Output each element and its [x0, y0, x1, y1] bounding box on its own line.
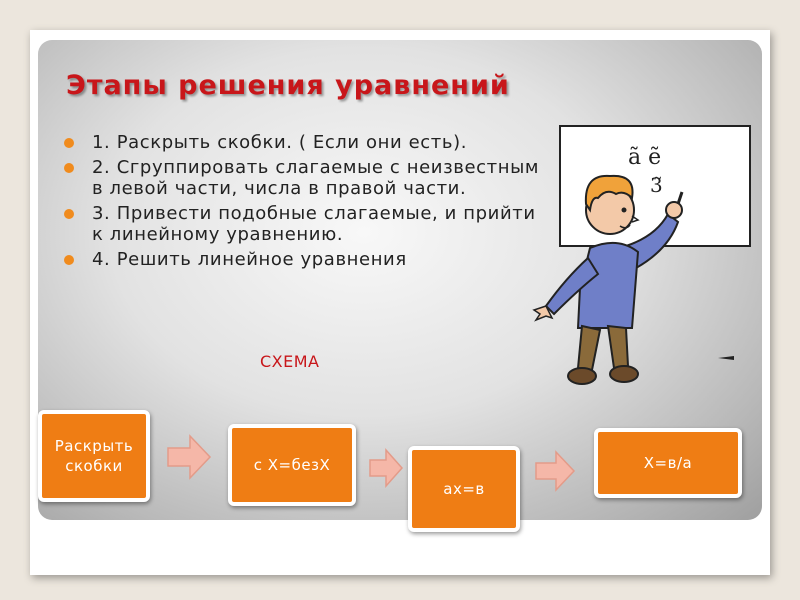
arrow-right-icon — [368, 448, 404, 488]
step-text: 1. Раскрыть скобки. ( Если они есть). — [92, 132, 468, 153]
bullet-icon — [64, 163, 74, 173]
bullet-icon — [64, 255, 74, 265]
step-item — [62, 132, 542, 153]
steps-list — [62, 132, 542, 274]
boy-writing-on-board-icon — [528, 118, 758, 403]
flow-box-group-terms — [228, 424, 356, 506]
flow-box-label: Раскрыть скобки — [54, 437, 134, 475]
step-text: 2. Сгруппировать слагаемые с неизвестным в левой части, числа в правой части. — [92, 157, 540, 199]
flow-box-solution — [594, 428, 742, 498]
step-item — [62, 157, 542, 199]
step-text: 4. Решить линейное уравнения — [92, 249, 407, 270]
arrow-right-icon — [534, 450, 576, 492]
step-item — [62, 249, 542, 270]
board-text-line-1: ã ẽ — [628, 145, 662, 170]
step-item — [62, 203, 542, 245]
step-text: 3. Привести подобные слагаемые, и прийти к линейному уравнению. — [92, 203, 536, 245]
flow-box-linear-equation — [408, 446, 520, 532]
bullet-icon — [64, 209, 74, 219]
board-text-line-2: 3̃ — [650, 173, 663, 197]
slide-title: Этапы решения уравнений — [66, 70, 510, 101]
flow-box-label: Х=в/а — [643, 454, 693, 472]
arrow-right-icon — [166, 434, 212, 480]
bullet-icon — [64, 138, 74, 148]
flow-box-label: с Х=безХ — [253, 456, 331, 474]
flow-box-label: ах=в — [443, 480, 485, 498]
scheme-label: СХЕМА — [260, 352, 320, 371]
flow-box-expand-brackets — [38, 410, 150, 502]
